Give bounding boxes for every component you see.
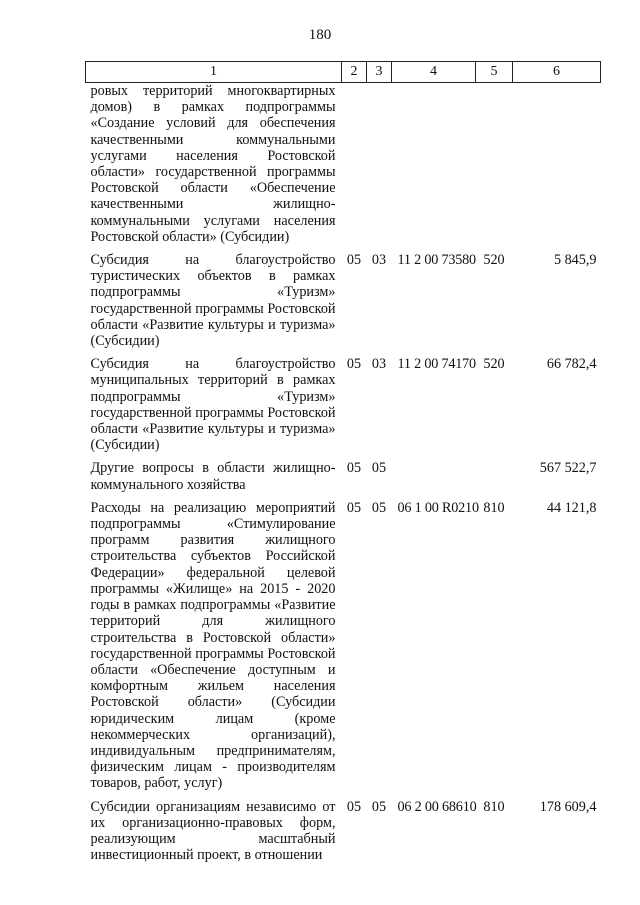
row-target-code xyxy=(392,460,476,499)
row-target-code: 11 2 00 73580 xyxy=(397,252,476,269)
row-target-code: 11 2 00 74170 xyxy=(397,356,476,373)
row-expense-type: 520 xyxy=(483,356,505,373)
table-row xyxy=(86,252,601,356)
page-number: 180 xyxy=(308,27,332,43)
row-subsection xyxy=(367,83,392,253)
row-description: Субсидия на благоустройство муниципальных территорий в рамках подпрограммы «Туризм» государственной программы Ростовской области «Развитие культуры и туризма» (Субсидии) xyxy=(90,356,336,454)
row-description: Расходы на реализацию мероприятий подпрограммы «Стимулирование программ развития жилищного строительства субъектов Российской Федерации» федеральной целевой программы «Жилище» на 2015 - 2020 годы в рамках подпрограммы «Развитие территорий для жилищного строительства в Ростовской области» государственной программы Ростовской области «Обеспечение доступным и комфортным жильем населения Ростовской области» (Субсидии юридическим лицам (кроме некоммерческих организаций), индивидуальным предпринимателям, физическим лицам - производителям товаров, работ, услуг) xyxy=(90,499,336,792)
header-col-5: 5 xyxy=(476,62,513,83)
header-col-6: 6 xyxy=(513,62,601,83)
row-amount: 66 782,4 xyxy=(546,356,597,373)
header-col-1: 1 xyxy=(86,62,342,83)
row-description: Субсидия на благоустройство туристических объектов в рамках подпрограммы «Туризм» государственной программы Ростовской области «Развитие культуры и туризма» (Субсидии) xyxy=(90,252,336,350)
row-amount xyxy=(513,83,601,253)
row-target-code: 06 1 00 R0210 xyxy=(397,499,479,516)
row-subsection: 05 xyxy=(371,798,387,815)
table-row xyxy=(86,799,601,871)
row-amount: 178 609,4 xyxy=(539,798,597,815)
row-expense-type: 810 xyxy=(483,798,505,815)
row-subsection: 03 xyxy=(371,356,387,373)
row-description: Другие вопросы в области жилищно-коммунального хозяйства xyxy=(90,460,336,493)
row-section: 05 xyxy=(346,356,362,373)
row-expense-type xyxy=(476,83,513,253)
row-section xyxy=(342,83,367,253)
table-row xyxy=(86,356,601,460)
row-description: ровых территорий многоквартирных домов) в рамках подпрограммы «Создание условий для обеспечения качественными коммунальными услугами населения Ростовской области» государственной программы Ростовской области «Обеспечение качественными жилищно-коммунальными услугами населения Ростовской области» (Субсидии) xyxy=(90,83,336,245)
table-row xyxy=(86,83,601,253)
header-col-3: 3 xyxy=(367,62,392,83)
row-expense-type xyxy=(476,460,513,499)
row-subsection: 05 xyxy=(371,460,387,477)
row-expense-type: 810 xyxy=(483,499,505,516)
budget-table xyxy=(85,61,601,870)
row-section: 05 xyxy=(346,252,362,269)
row-section: 05 xyxy=(346,798,362,815)
header-row xyxy=(86,62,601,83)
row-section: 05 xyxy=(346,499,362,516)
row-amount: 567 522,7 xyxy=(539,460,597,477)
row-description: Субсидии организациям независимо от их организационно-правовых форм, реализующим масштабный инвестиционный проект, в отношении xyxy=(90,798,336,864)
row-target-code: 06 2 00 68610 xyxy=(397,798,477,815)
table-row xyxy=(86,500,601,799)
row-section: 05 xyxy=(346,460,362,477)
row-expense-type: 520 xyxy=(483,252,505,269)
row-target-code xyxy=(392,83,476,253)
row-subsection: 05 xyxy=(371,499,387,516)
header-col-2: 2 xyxy=(342,62,367,83)
row-amount: 44 121,8 xyxy=(546,499,597,516)
header-col-4: 4 xyxy=(392,62,476,83)
row-subsection: 03 xyxy=(371,252,387,269)
row-amount: 5 845,9 xyxy=(553,252,597,269)
table-row xyxy=(86,460,601,499)
